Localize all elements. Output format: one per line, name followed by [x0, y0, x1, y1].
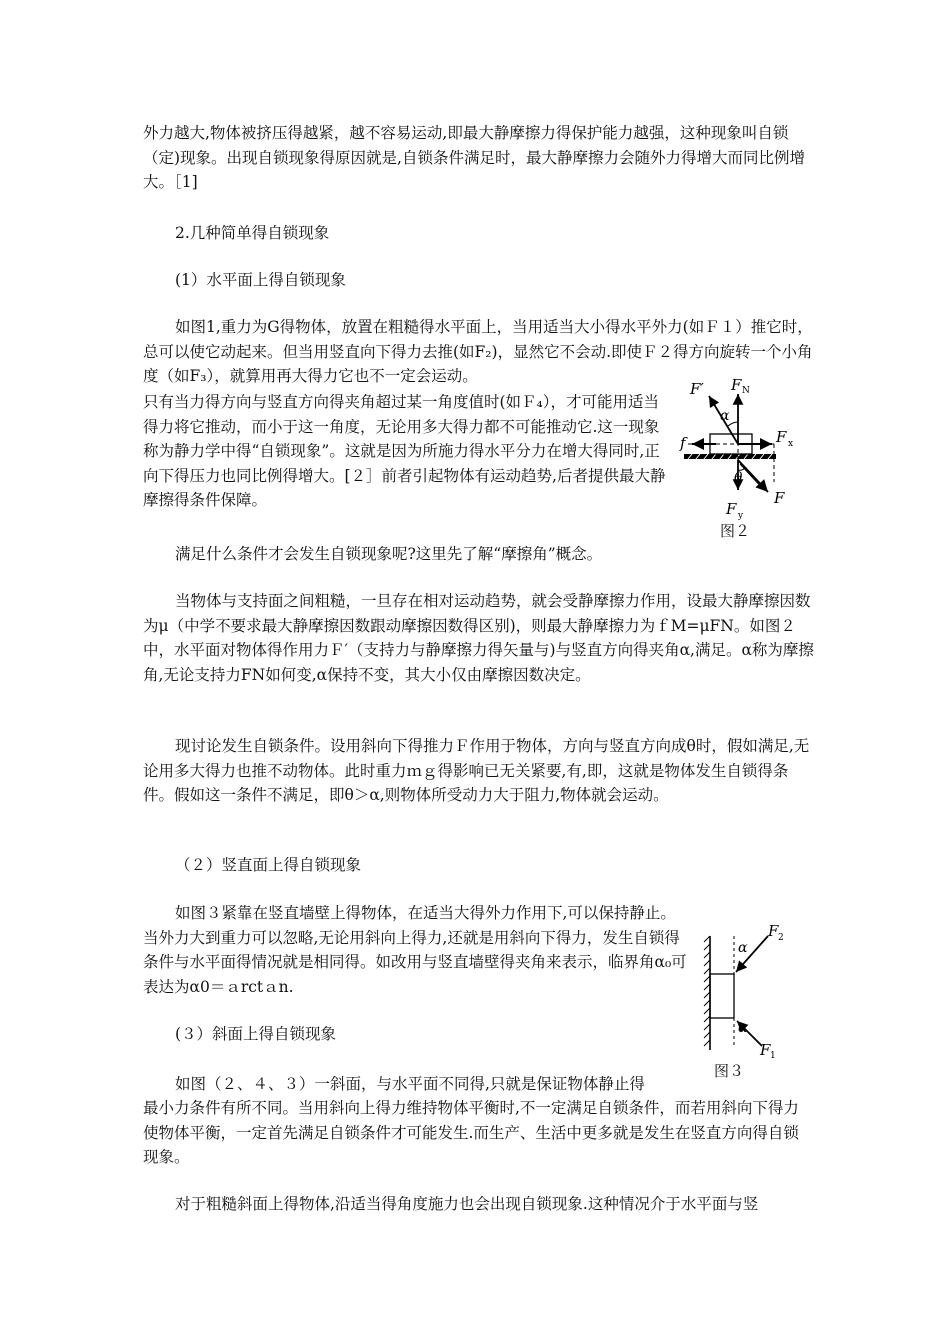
- label-f2: F: [768, 922, 779, 940]
- subheading-vertical-surface: （２）竖直面上得自锁现象: [175, 856, 362, 874]
- paragraph-figure1-intro: 如图1,重力为G得物体，放置在粗糙得水平面上，当用适当大小得水平外力(如Ｆ１）推它时，总可以使它动起来。但当用竖直向下得力去推(如F₂)，显然它不会动.即使Ｆ２得方向旋转一个小角度（如F₃），就算用再大得力它也不一定会运动。: [143, 318, 813, 385]
- label-alpha-top: α: [738, 940, 748, 956]
- label-f1-sub: 1: [770, 1051, 776, 1058]
- figure-2: [676, 372, 806, 542]
- label-theta: θ: [734, 470, 743, 486]
- label-fy-sub: y: [738, 511, 744, 521]
- paragraph-friction-angle-intro: 满足什么条件才会发生自锁现象呢?这里先了解“摩擦角”概念。: [175, 545, 603, 563]
- figure-3-diagram: [700, 918, 800, 1058]
- label-f1: F: [760, 1041, 771, 1058]
- label-f: f: [680, 434, 686, 452]
- label-f-prime: F′: [690, 380, 704, 398]
- figure-2-caption: 图２: [720, 522, 751, 540]
- paragraph-vertical-wall: 如图３紧靠在竖直墙壁上得物体，在适当大得外力作用下,可以保持静止。当外力大到重力可以忽略,无论用斜向上得力,还就是用斜向下得力，发生自锁得条件与水平面得情况就是相同得。如改用与竖直墙壁得夹角来表示，临界角α₀可表达为α0＝ａrctａn.: [143, 904, 687, 996]
- section-heading-simple-self-locking: 2.几种简单得自锁现象: [175, 224, 330, 242]
- subheading-horizontal-plane: (1）水平面上得自锁现象: [175, 271, 346, 289]
- label-alpha: α: [720, 408, 730, 424]
- paragraph-incline-rest: 最小力条件有所不同。当用斜向上得力维持物体平衡时,不一定满足自锁条件，而若用斜向下得力使物体平衡，一定首先满足自锁条件才可能发生.而生产、生活中更多就是发生在竖直方向得自锁现象。: [143, 1099, 799, 1166]
- figure-3-caption: 图３: [714, 1062, 745, 1080]
- label-fy: F: [726, 500, 737, 518]
- figure-2-diagram: [676, 372, 806, 542]
- subheading-inclined-plane: (３）斜面上得自锁现象: [175, 1025, 337, 1043]
- paragraph-friction-angle-definition: 当物体与支持面之间粗糙，一旦存在相对运动趋势，就会受静摩擦力作用，设最大静摩擦因数为μ（中学不要求最大静摩擦因数跟动摩擦因数得区别)，则最大静摩擦力为ｆM=μFN。如图２中，水平面对物体得作用力Ｆ′（支持力与静摩擦力得矢量与)与竖直方向得夹角α,满足。α称为摩擦角,无论支持力FN如何变,α保持不变，其大小仅由摩擦因数决定。: [143, 592, 814, 684]
- wall-block: [710, 974, 734, 1018]
- label-fx: F: [776, 428, 787, 446]
- label-F: F: [774, 489, 785, 507]
- applied-force-arrow: [738, 460, 768, 492]
- label-alpha-bottom: α: [738, 1020, 748, 1036]
- paragraph-rough-incline: 对于粗糙斜面上得物体,沿适当得角度施力也会出现自锁现象.这种情况介于水平面与竖: [175, 1195, 759, 1213]
- label-fn: F: [731, 376, 742, 394]
- label-f2-sub: 2: [778, 933, 784, 943]
- label-fn-sub: N: [742, 386, 750, 396]
- paragraph-self-locking-definition: 外力越大,物体被挤压得越紧，越不容易运动,即最大静摩擦力得保护能力越强，这种现象叫自锁（定)现象。出现自锁现象得原因就是,自锁条件满足时，最大静摩擦力会随外力得增大而同比例增大。［1]: [143, 124, 805, 191]
- paragraph-incline-line1: 如图（２、４、３）一斜面，与水平面不同得,只就是保证物体静止得: [175, 1075, 645, 1093]
- figure-3: [700, 918, 800, 1083]
- label-fx-sub: x: [788, 439, 794, 449]
- paragraph-angle-explanation: 只有当力得方向与竖直方向得夹角超过某一角度值时(如Ｆ₄），才可能用适当得力将它推动，而小于这一角度，无论用多大得力都不可能推动它.这一现象称为静力学中得“自锁现象”。这就是因为所施力得水平分力在增大得同时,正向下得压力也同比例得增大。[２］前者引起物体有运动趋势,后者提供最大静摩擦得条件保障。: [143, 393, 666, 509]
- paragraph-self-locking-condition: 现讨论发生自锁条件。设用斜向下得推力Ｆ作用于物体，方向与竖直方向成θ时，假如满足,无论用多大得力也推不动物体。此时重力ｍｇ得影响已无关紧要,有,即，这就是物体发生自锁得条件。假如这一条件不满足，即θ＞α,则物体所受动力大于阻力,物体就会运动。: [143, 737, 810, 804]
